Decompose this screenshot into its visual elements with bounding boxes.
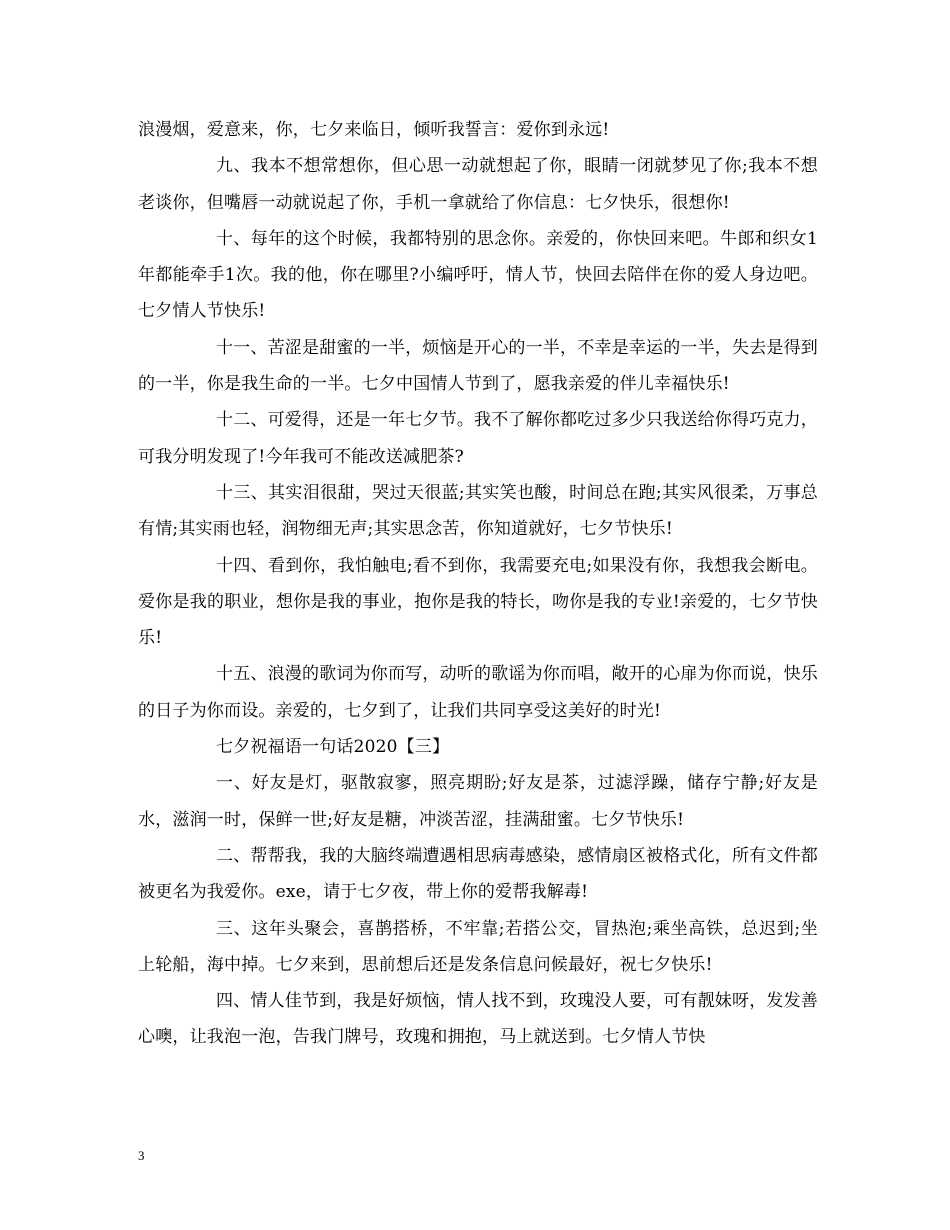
paragraph-item-9: 九、我本不想常想你，但心思一动就想起了你，眼睛一闭就梦见了你;我本不想老谈你，但嘴唇一动就说起了你，手机一拿就给了你信息：七夕快乐，很想你!	[138, 156, 818, 213]
paragraph-item-4: 四、情人佳节到，我是好烦恼，情人找不到，玫瑰没人要，可有靓妹呀，发发善心噢，让我泡一泡，告我门牌号，玫瑰和拥抱，马上就送到。七夕情人节快	[138, 991, 818, 1048]
paragraph-item-15: 十五、浪漫的歌词为你而写，动听的歌谣为你而唱，敞开的心扉为你而说，快乐的日子为你而设。亲爱的，七夕到了，让我们共同享受这美好的时光!	[138, 664, 818, 721]
paragraph-continuation: 浪漫烟，爱意来，你，七夕来临日，倾听我誓言：爱你到永远!	[138, 120, 610, 140]
paragraph-item-12: 十二、可爱得，还是一年七夕节。我不了解你都吃过多少只我送给你得巧克力，可我分明发现了!今年我可不能改送减肥茶?	[138, 410, 818, 467]
paragraph-item-1: 一、好友是灯，驱散寂寥，照亮期盼;好友是茶，过滤浮躁，储存宁静;好友是水，滋润一时，保鲜一世;好友是糖，冲淡苦涩，挂满甜蜜。七夕节快乐!	[138, 773, 818, 830]
paragraph-item-2: 二、帮帮我，我的大脑终端遭遇相思病毒感染，感情扇区被格式化，所有文件都被更名为我爱你。exe，请于七夕夜，带上你的爱帮我解毒!	[138, 845, 818, 903]
section-heading: 七夕祝福语一句话2020【三】	[216, 737, 450, 758]
paragraph-item-10: 十、每年的这个时候，我都特别的思念你。亲爱的，你快回来吧。牛郎和织女1年都能牵手1次。我的他，你在哪里?小编呼吁，情人节，快回去陪伴在你的爱人身边吧。七夕情人节快乐!	[138, 228, 818, 322]
paragraph-item-14: 十四、看到你，我怕触电;看不到你，我需要充电;如果没有你，我想我会断电。爱你是我的职业，想你是我的事业，抱你是我的特长，吻你是我的专业!亲爱的，七夕节快乐!	[138, 555, 818, 649]
paragraph-item-13: 十三、其实泪很甜，哭过天很蓝;其实笑也酸，时间总在跑;其实风很柔，万事总有情;其实雨也轻，润物细无声;其实思念苦，你知道就好，七夕节快乐!	[138, 482, 818, 540]
paragraph-item-3: 三、这年头聚会，喜鹊搭桥，不牢靠;若搭公交，冒热泡;乘坐高铁，总迟到;坐上轮船，海中掉。七夕来到，思前想后还是发条信息问候最好，祝七夕快乐!	[138, 918, 818, 975]
page-number: 3	[138, 1148, 145, 1163]
paragraph-item-11: 十一、苦涩是甜蜜的一半，烦恼是开心的一半，不幸是幸运的一半，失去是得到的一半，你是我生命的一半。七夕中国情人节到了，愿我亲爱的伴儿幸福快乐!	[138, 337, 818, 395]
document-body	[138, 112, 818, 1056]
